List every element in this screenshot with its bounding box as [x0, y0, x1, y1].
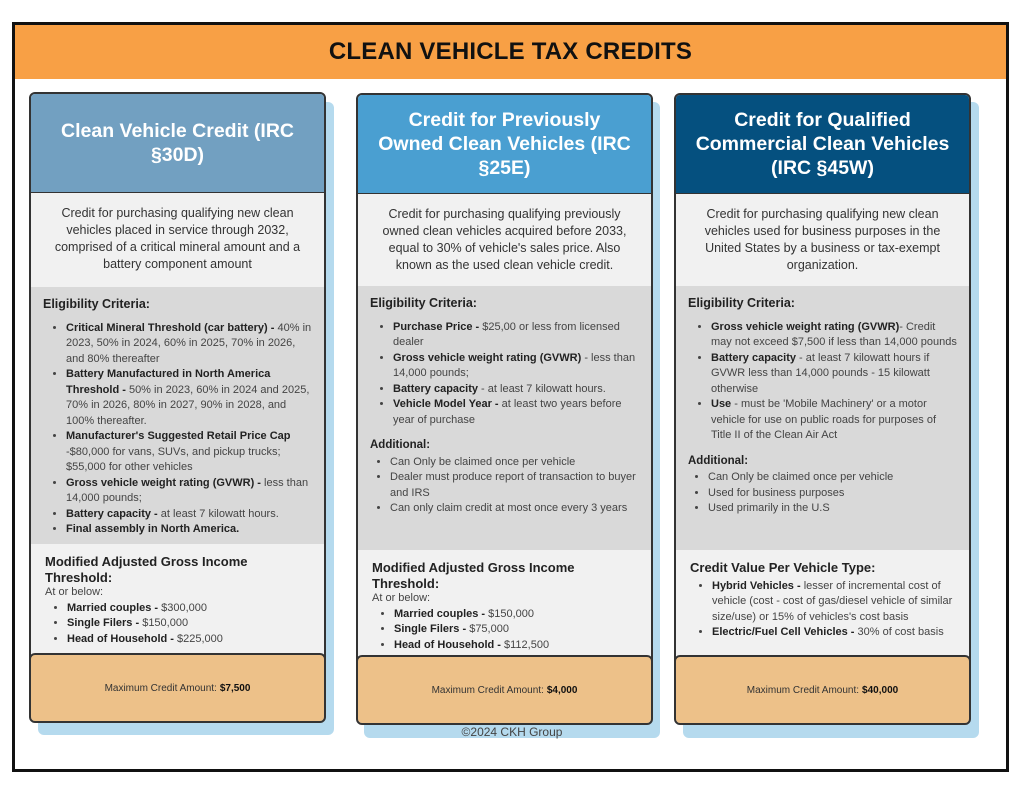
page-title: CLEAN VEHICLE TAX CREDITS: [328, 38, 693, 65]
list-item: • Use - must be 'Mobile Machinery' or a motor vehicle for use on public roads for purposes of Title II of the Clean Air Act: [711, 397, 959, 444]
max-credit-value: $7,500: [219, 682, 251, 694]
card-title: Clean Vehicle Credit (IRC §30D): [31, 94, 324, 193]
max-credit-label: Maximum Credit Amount:: [431, 684, 544, 696]
additional-list: [370, 455, 641, 517]
title-banner: [15, 25, 1006, 79]
list-item: • Used primarily in the U.S: [708, 501, 959, 517]
additional-list: [688, 470, 959, 517]
eligibility-heading: Eligibility Criteria:: [370, 296, 477, 310]
eligibility-heading: Eligibility Criteria:: [43, 297, 150, 311]
card-title: Credit for Previously Owned Clean Vehicles (IRC §25E): [358, 95, 651, 194]
max-credit-label: Maximum Credit Amount:: [104, 682, 217, 694]
list-item: • Married couples - $150,000: [394, 607, 641, 623]
card-previously-owned-credit: [356, 93, 653, 725]
list-item: • Critical Mineral Threshold (car battery) - 40% in 2023, 50% in 2024, 60% in 2025, 70% in 2026, and 80% thereafter: [66, 321, 314, 368]
list-item: • Battery Manufactured in North America Threshold - 50% in 2023, 60% in 2024 and 2025, 70% in 2026, 80% in 2027, 90% in 2028, and 100% thereafter.: [66, 367, 314, 429]
income-section: [31, 544, 324, 647]
list-item: • Gross vehicle weight rating (GVWR) - less than 14,000 pounds;: [66, 476, 314, 507]
max-credit-box: [674, 655, 971, 725]
list-item: • Vehicle Model Year - at least two years before year of purchase: [393, 397, 641, 428]
list-item: • Hybrid Vehicles - lesser of incremental cost of vehicle (cost - cost of gas/diesel vehicle of similar size/use) or 15% of vehicles's cost basis: [712, 579, 959, 626]
list-item: • Can Only be claimed once per vehicle: [708, 470, 959, 486]
income-subheading: At or below:: [372, 592, 431, 604]
card-clean-vehicle-credit: [29, 92, 326, 723]
card-commercial-clean-vehicle-credit: [674, 93, 971, 725]
list-item: • Gross vehicle weight rating (GVWR) - less than 14,000 pounds;: [393, 351, 641, 382]
list-item: • Electric/Fuel Cell Vehicles - 30% of cost basis: [712, 625, 959, 641]
card-description: Credit for purchasing qualifying previously owned clean vehicles acquired before 2033, equal to 30% of vehicle's sales price. Also known as the used clean vehicle credit.: [382, 207, 627, 272]
income-section: [358, 550, 651, 653]
card-title: Credit for Qualified Commercial Clean Vehicles (IRC §45W): [676, 95, 969, 194]
eligibility-list: [370, 320, 641, 429]
eligibility-list: [688, 320, 959, 444]
list-item: • Dealer must produce report of transaction to buyer and IRS: [390, 470, 641, 501]
additional-heading: Additional:: [370, 439, 431, 451]
list-item: • Final assembly in North America.: [66, 522, 314, 538]
list-item: • Single Filers - $150,000: [67, 616, 314, 632]
eligibility-heading: Eligibility Criteria:: [688, 296, 795, 310]
list-item: • Used for business purposes: [708, 486, 959, 502]
credit-value-section: [676, 550, 969, 641]
eligibility-section: [358, 286, 651, 550]
income-list: [372, 607, 641, 654]
eligibility-list: [43, 321, 314, 538]
list-item: • Battery capacity - at least 7 kilowatt hours.: [66, 507, 314, 523]
additional-section: [688, 454, 959, 517]
credit-value-list: [690, 579, 959, 641]
list-item: • Single Filers - $75,000: [394, 622, 641, 638]
income-heading: Modified Adjusted Gross Income Threshold:: [45, 554, 248, 585]
max-credit-value: $4,000: [546, 684, 578, 696]
list-item: • Purchase Price - $25,00 or less from licensed dealer: [393, 320, 641, 351]
list-item: • Battery capacity - at least 7 kilowatt hours.: [393, 382, 641, 398]
list-item: • Head of Household - $112,500: [394, 638, 641, 654]
income-list: [45, 601, 314, 648]
income-subheading: At or below:: [45, 586, 104, 598]
list-item: • Battery capacity - at least 7 kilowatt hours if GVWR less than 14,000 pounds - 15 kilowatt otherwise: [711, 351, 959, 398]
list-item: • Head of Household - $225,000: [67, 632, 314, 648]
card-description: Credit for purchasing qualifying new clean vehicles used for business purposes in the United States by a business or tax-exempt organization.: [704, 207, 941, 272]
card-description: Credit for purchasing qualifying new clean vehicles placed in service through 2032, comprised of a critical mineral amount and a battery component amount: [54, 206, 301, 271]
eligibility-section: [676, 286, 969, 550]
max-credit-value: $40,000: [862, 684, 899, 696]
list-item: • Can only claim credit at most once every 3 years: [390, 501, 641, 517]
max-credit-box: [356, 655, 653, 725]
list-item: • Can Only be claimed once per vehicle: [390, 455, 641, 471]
eligibility-section: [31, 287, 324, 544]
additional-section: [370, 438, 641, 517]
credit-value-heading: Credit Value Per Vehicle Type:: [690, 560, 876, 575]
additional-heading: Additional:: [688, 454, 749, 467]
list-item: • Married couples - $300,000: [67, 601, 314, 617]
list-item: • Gross vehicle weight rating (GVWR)- Credit may not exceed $7,500 if less than 14,000 pounds: [711, 320, 959, 351]
copyright-footer: ©2024 CKH Group: [461, 725, 563, 739]
list-item: • Manufacturer's Suggested Retail Price Cap -$80,000 for vans, SUVs, and pickup trucks; $55,000 for other vehicles: [66, 429, 314, 476]
max-credit-label: Maximum Credit Amount:: [746, 684, 860, 696]
max-credit-box: [29, 653, 326, 723]
income-heading: Modified Adjusted Gross Income Threshold:: [372, 560, 575, 591]
